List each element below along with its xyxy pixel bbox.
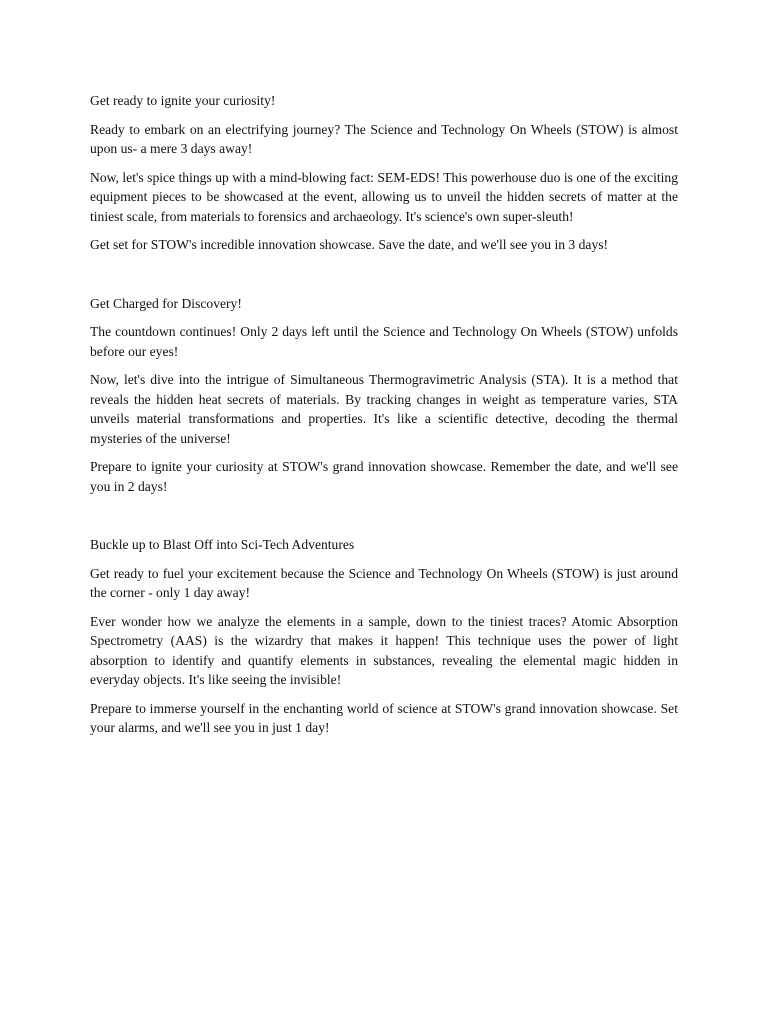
paragraph: The countdown continues! Only 2 days left until the Science and Technology On Wheels (STOW) unfolds before our eyes! [90, 324, 678, 359]
paragraph: Get set for STOW's incredible innovation showcase. Save the date, and we'll see you in 3 days! [90, 237, 609, 252]
paragraph: Now, let's spice things up with a mind-blowing fact: SEM-EDS! This powerhouse duo is one of the exciting equipment pieces to be showcased at the event, allowing us to unveil the hidden secrets of matter at the tiniest scale, from materials to forensics and archaeology. It's science's own super-sleuth! [90, 169, 678, 224]
paragraph: Now, let's dive into the intrigue of Simultaneous Thermogravimetric Analysis (STA). It is a method that reveals the hidden heat secrets of materials. By tracking changes in weight as temperature varies, STA unveils material transformations and properties. It's like a scientific detective, decoding the thermal mysteries of the universe! [90, 372, 678, 446]
section-heading: Get ready to ignite your curiosity! [90, 93, 276, 108]
paragraph: Ever wonder how we analyze the elements in a sample, down to the tiniest traces? Atomic Absorption Spectrometry (AAS) is the wizardry that makes it happen! This technique uses the power of light absorption to identify and quantify elements in substances, revealing the elemental magic hidden in everyday objects. It's like seeing the invisible! [90, 613, 678, 687]
section-heading: Get Charged for Discovery! [90, 295, 242, 311]
section-day-2 [90, 294, 678, 497]
section-day-3 [90, 91, 678, 255]
section-day-1 [90, 535, 678, 738]
paragraph: Prepare to ignite your curiosity at STOW's grand innovation showcase. Remember the date, and we'll see you in 2 days! [90, 459, 678, 494]
paragraph: Get ready to fuel your excitement because the Science and Technology On Wheels (STOW) is just around the corner - only 1 day away! [90, 565, 678, 600]
section-heading: Buckle up to Blast Off into Sci-Tech Adventures [90, 537, 355, 552]
paragraph: Ready to embark on an electrifying journey? The Science and Technology On Wheels (STOW) is almost upon us- a mere 3 days away! [90, 121, 678, 156]
paragraph: Prepare to immerse yourself in the enchanting world of science at STOW's grand innovation showcase. Set your alarms, and we'll see you in just 1 day! [90, 700, 678, 735]
document-page [90, 91, 678, 747]
